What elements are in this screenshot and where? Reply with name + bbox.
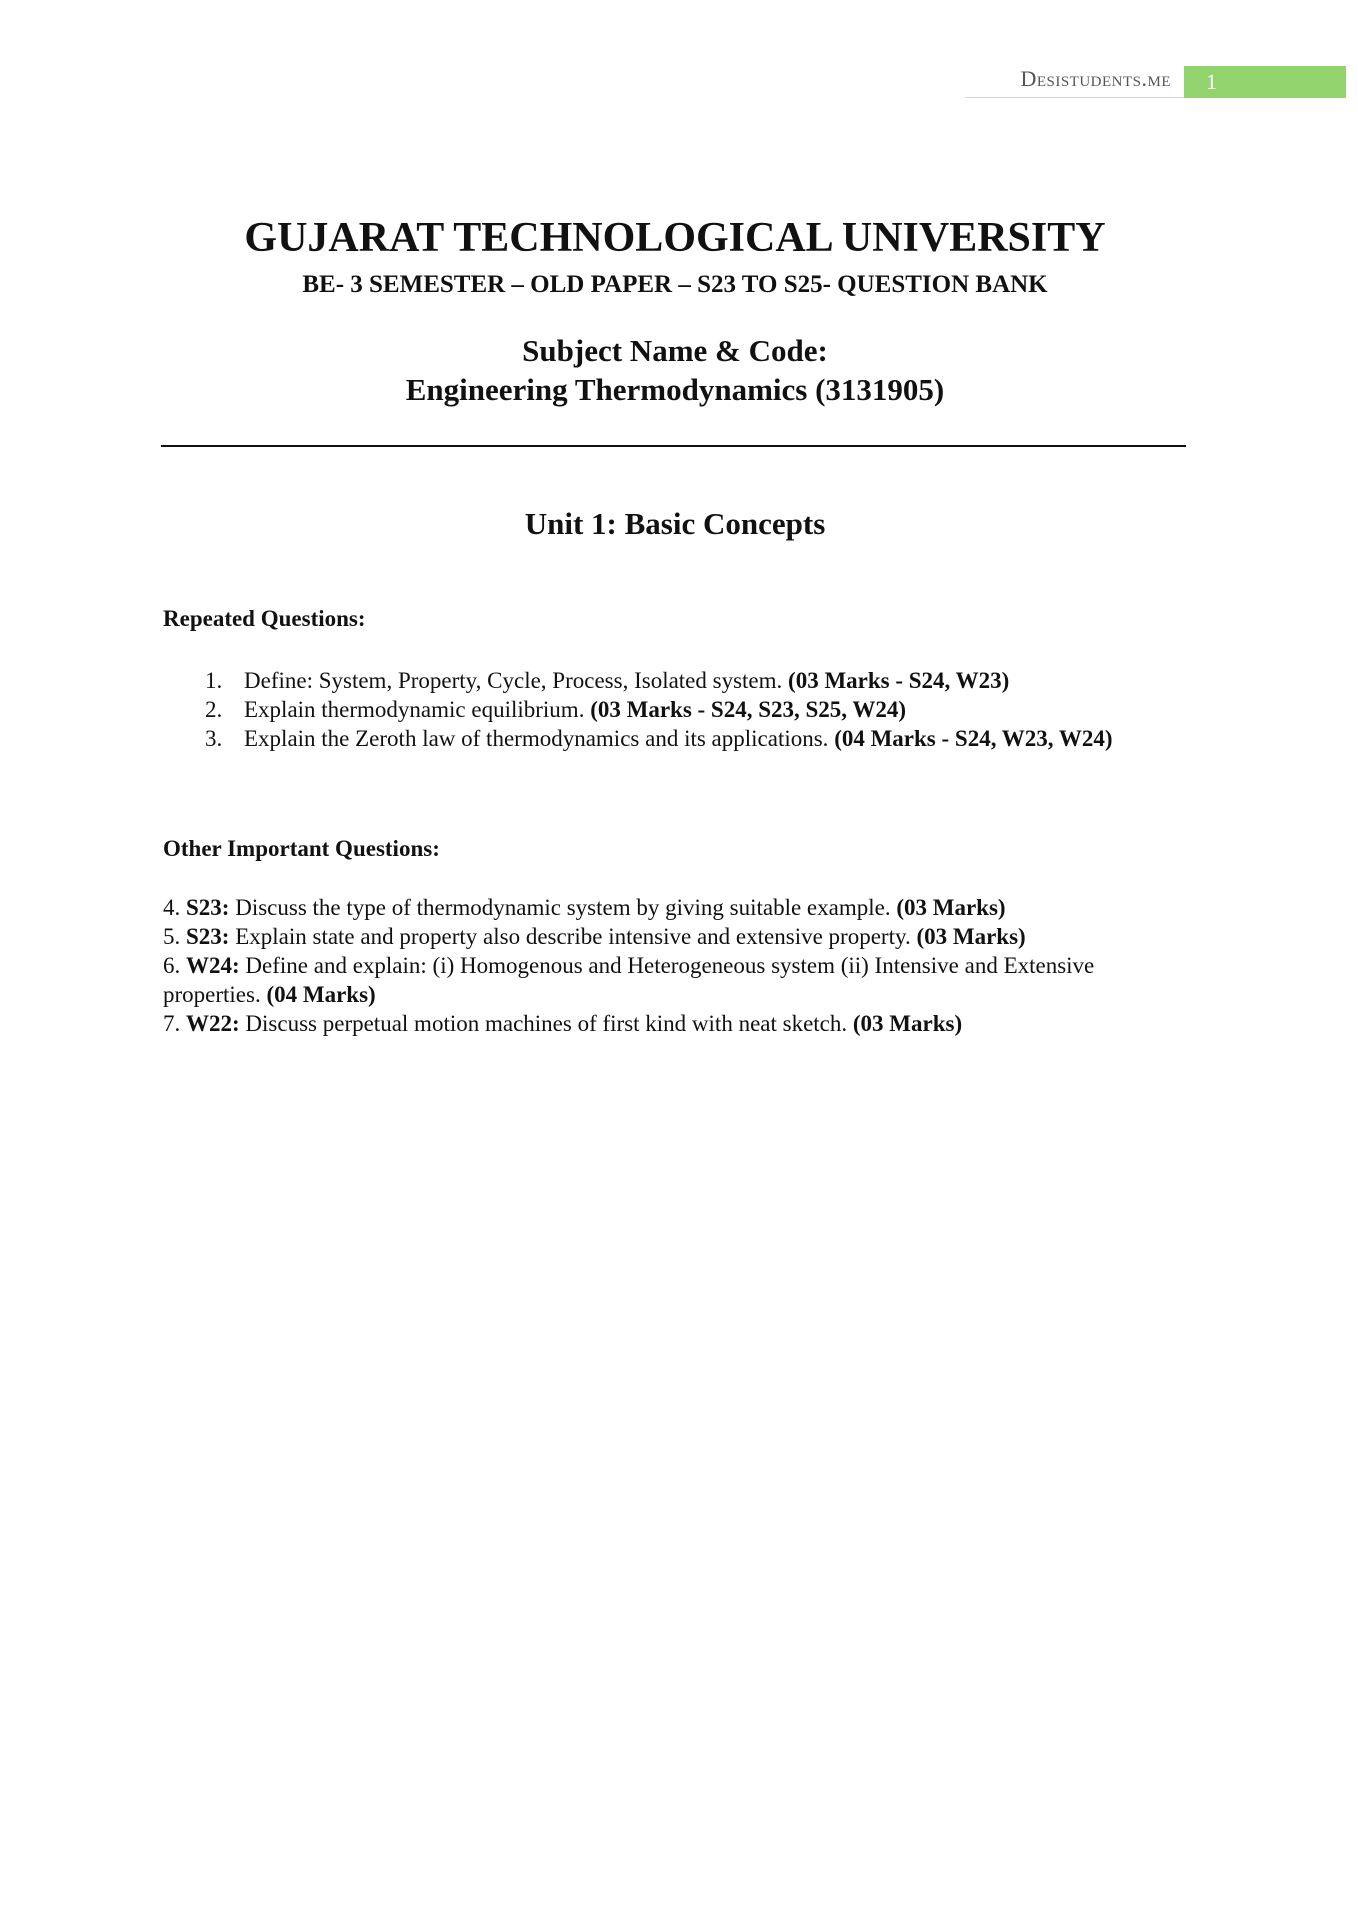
question-text: Explain thermodynamic equilibrium.	[244, 697, 591, 722]
question-marks: (03 Marks)	[916, 924, 1026, 949]
repeated-questions-heading: Repeated Questions:	[163, 606, 366, 631]
paper-subtitle: BE- 3 SEMESTER – OLD PAPER – S23 TO S25- QUESTION BANK	[302, 271, 1048, 298]
question-marks: (03 Marks)	[896, 895, 1006, 920]
list-item	[163, 893, 1188, 922]
question-marks: (03 Marks)	[852, 1011, 963, 1036]
session-code: S23:	[186, 895, 230, 920]
item-number: 5.	[163, 924, 186, 949]
other-questions-heading: Other Important Questions:	[163, 836, 440, 861]
item-number: 1.	[205, 668, 223, 693]
list-item	[163, 695, 1123, 724]
subject-name: Engineering Thermodynamics (3131905)	[405, 372, 945, 407]
item-number: 4.	[163, 895, 186, 920]
list-item	[163, 1009, 1188, 1038]
item-number: 3.	[205, 726, 223, 751]
repeated-questions-list	[163, 666, 1123, 753]
question-text: Explain state and property also describe intensive and extensive property.	[229, 924, 917, 949]
subject-label: Subject Name & Code:	[522, 333, 828, 368]
page-number: 1	[1206, 69, 1217, 94]
page-number-box	[1184, 66, 1346, 98]
question-text: Explain the Zeroth law of thermodynamics and its applications.	[244, 726, 835, 751]
list-item	[163, 922, 1188, 951]
question-marks: (03 Marks - S24, W23)	[788, 668, 1010, 693]
question-text: Discuss perpetual motion machines of first kind with neat sketch.	[239, 1011, 853, 1036]
header-rule	[965, 97, 1184, 98]
question-marks: (04 Marks - S24, W23, W24)	[834, 726, 1113, 751]
site-header-text: Desistudents.me	[1020, 66, 1171, 91]
list-item	[163, 951, 1188, 1009]
question-text: Discuss the type of thermodynamic system by giving suitable example.	[229, 895, 897, 920]
question-text: Define and explain: (i) Homogenous and Heterogeneous system (ii) Intensive and Extensive properties.	[163, 953, 1095, 1007]
item-number: 7.	[163, 1011, 186, 1036]
question-marks: (03 Marks - S24, S23, S25, W24)	[590, 697, 907, 722]
item-number: 6.	[163, 953, 186, 978]
list-item	[163, 724, 1123, 753]
unit-title: Unit 1: Basic Concepts	[524, 506, 826, 541]
item-number: 2.	[205, 697, 223, 722]
title-divider	[161, 445, 1186, 447]
university-title: GUJARAT TECHNOLOGICAL UNIVERSITY	[244, 215, 1106, 261]
session-code: W24:	[186, 953, 240, 978]
other-questions-list	[163, 893, 1188, 1038]
question-marks: (04 Marks)	[266, 982, 376, 1007]
question-text: Define: System, Property, Cycle, Process, Isolated system.	[244, 668, 789, 693]
session-code: S23:	[186, 924, 230, 949]
list-item	[163, 666, 1123, 695]
session-code: W22:	[186, 1011, 240, 1036]
